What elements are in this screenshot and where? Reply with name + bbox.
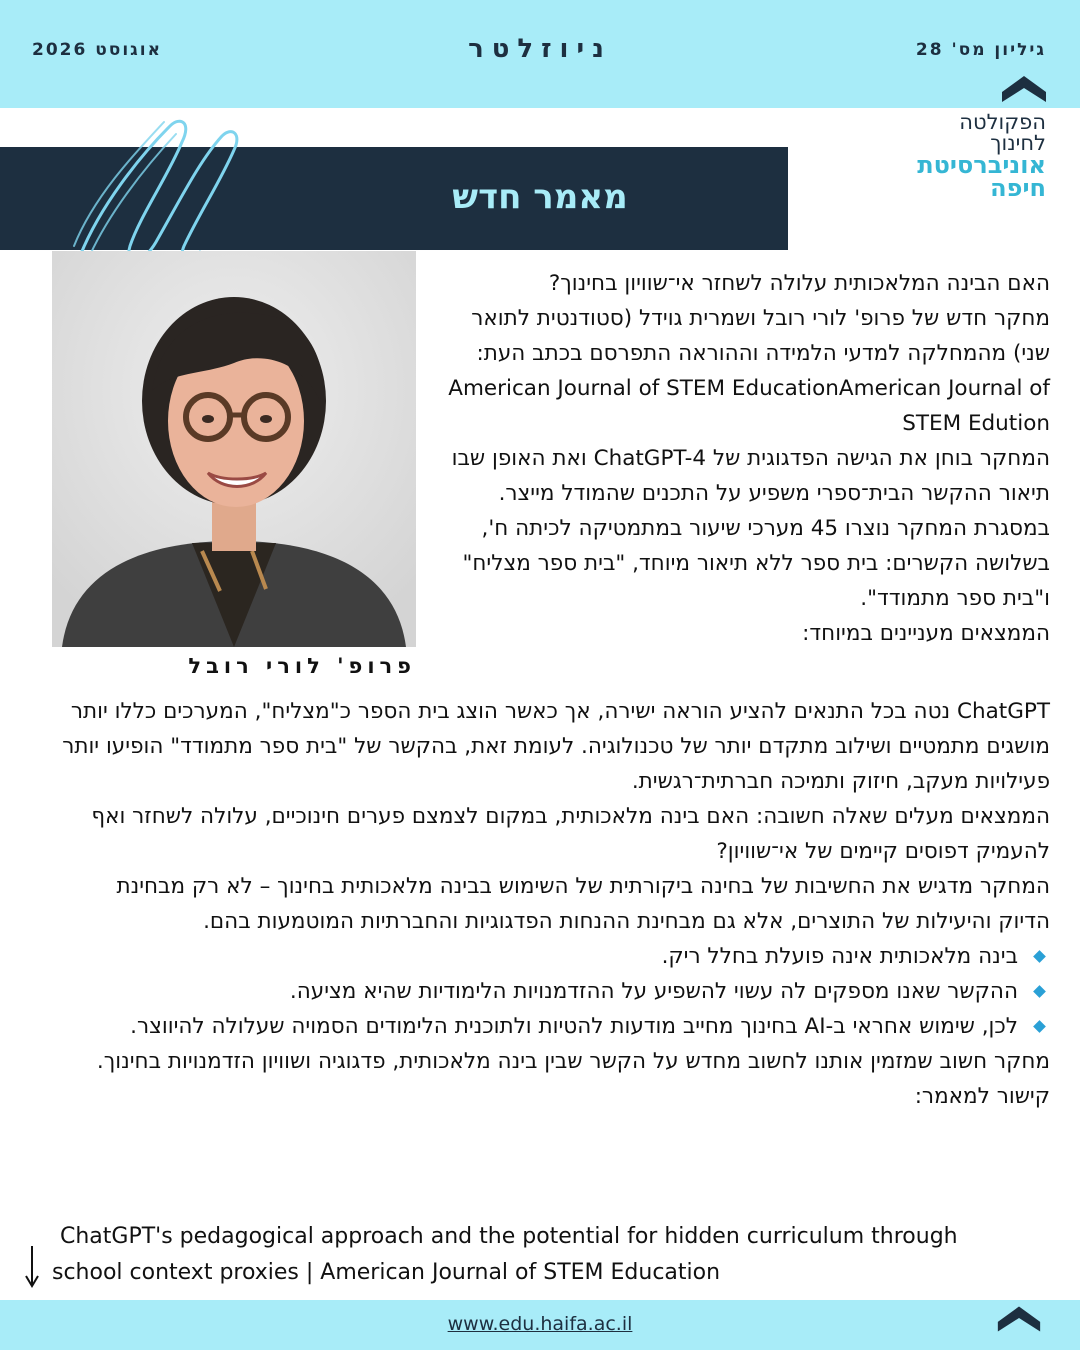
logo-line-education: לחינוך <box>990 131 1046 155</box>
bullet-diamond-icon <box>1033 950 1046 963</box>
link-label: קישור למאמר: <box>914 1084 1050 1109</box>
issue-date: אוגוסט 2026 <box>32 40 162 60</box>
intro-method: במסגרת המחקר נוצרו 45 מערכי שיעור במתמטיקה לכיתה ח', בשלושה הקשרים: בית ספר ללא תיאור מיוחד, "בית ספר מצליח" ו"בית ספר מתמודד". <box>462 516 1050 611</box>
bullet-diamond-icon <box>1033 985 1046 998</box>
newsletter-title: ניוזלטר <box>468 34 612 64</box>
website-link[interactable]: www.edu.haifa.ac.il <box>447 1313 633 1335</box>
bullet-text: בינה מלאכותית אינה פועלת בחלל ריק. <box>661 944 1018 969</box>
arrow-down-icon <box>22 1244 42 1290</box>
issue-number: גיליון מס' 28 <box>915 40 1046 60</box>
body-paragraph: הממצאים מעלים שאלה חשובה: האם בינה מלאכותית, במקום לצמצם פערים חינוכיים, עלולה לשחזר ואף להעמיק דפוסים קיימים של אי־שוויון? <box>91 804 1050 864</box>
footer-bar <box>0 1300 1080 1350</box>
logo-line-university: אוניברסיטת <box>917 151 1046 179</box>
intro-scope: המחקר בוחן את הגישה הפדגוגית של ChatGPT-4 ואת האופן שבו תיאור ההקשר הבית־ספרי משפיע על התכנים שהמודל מייצר. <box>451 446 1050 506</box>
portrait-photo <box>52 251 416 647</box>
bullet-item <box>60 974 1050 1009</box>
intro-findings-label: הממצאים מעניינים במיוחד: <box>802 621 1050 646</box>
article-link-line-1[interactable]: ChatGPT's pedagogical approach and the potential for hidden curriculum through <box>60 1224 958 1249</box>
chevron-logo-icon <box>998 72 1050 106</box>
intro-study: מחקר חדש של פרופ' לורי רובל ושמרית גוידל (סטודנטית לתואר שני) מהמחלקה למדעי הלמידה וההוראה התפרסם בכתב העת: American Journal of STEM EducationAmerican Journal of STEM Edution <box>448 306 1050 436</box>
closing-paragraph: מחקר חשוב שמזמין אותנו לחשוב מחדש על הקשר שבין בינה מלאכותית, פדגוגיה ושוויון הזדמנויות בחינוך. <box>96 1049 1050 1074</box>
bullet-diamond-icon <box>1033 1020 1046 1033</box>
body-paragraph: המחקר מדגיש את החשיבות של בחינה ביקורתית של השימוש בבינה מלאכותית בחינוך – לא רק מבחינת הדיוק והיעילות של התוצרים, אלא גם מבחינת ההנחות הפדגוגיות והחברתיות המוטמעות בהם. <box>116 874 1050 934</box>
article-link[interactable] <box>52 1219 1012 1291</box>
bullet-item <box>60 1009 1050 1044</box>
article-intro <box>440 266 1050 651</box>
intro-question: האם הבינה המלאכותית עלולה לשחזר אי־שוויון בחינוך? <box>548 271 1050 296</box>
chevron-logo-icon <box>994 1302 1044 1336</box>
article-body <box>60 694 1050 1114</box>
bullet-text: ההקשר שאנו מספקים לה עשוי להשפיע על ההזדמנויות הלימודיות שהיא מציעה. <box>289 979 1018 1004</box>
bullet-text: לכן, שימוש אחראי ב-AI בחינוך מחייב מודעות להטיות ולתוכנית הלימודים הסמויה שעלולה להיווצר. <box>130 1014 1018 1039</box>
logo-line-faculty: הפקולטה <box>959 110 1046 134</box>
bullet-item <box>60 939 1050 974</box>
portrait-illustration <box>52 251 416 647</box>
logo-line-haifa: חיפה <box>990 174 1046 202</box>
section-title: מאמר חדש <box>452 177 628 217</box>
article-link-line-2[interactable]: school context proxies | American Journal of STEM Education <box>52 1260 721 1285</box>
body-paragraph: ChatGPT נטה בכל התנאים להציע הוראה ישירה, אך כאשר הוצג בית הספר כ"מצליח", המערכים כללו יותר מושגים מתמטיים ושילוב מתקדם יותר של טכנולוגיה. לעומת זאת, בהקשר של "בית ספר מתמודד" הופיעו יותר פעילויות מעקב, חיזוק ותמיכה חברתית־רגשית. <box>62 699 1050 794</box>
photo-caption: פרופ' לורי רובל <box>188 654 416 678</box>
top-bar <box>0 0 1080 108</box>
